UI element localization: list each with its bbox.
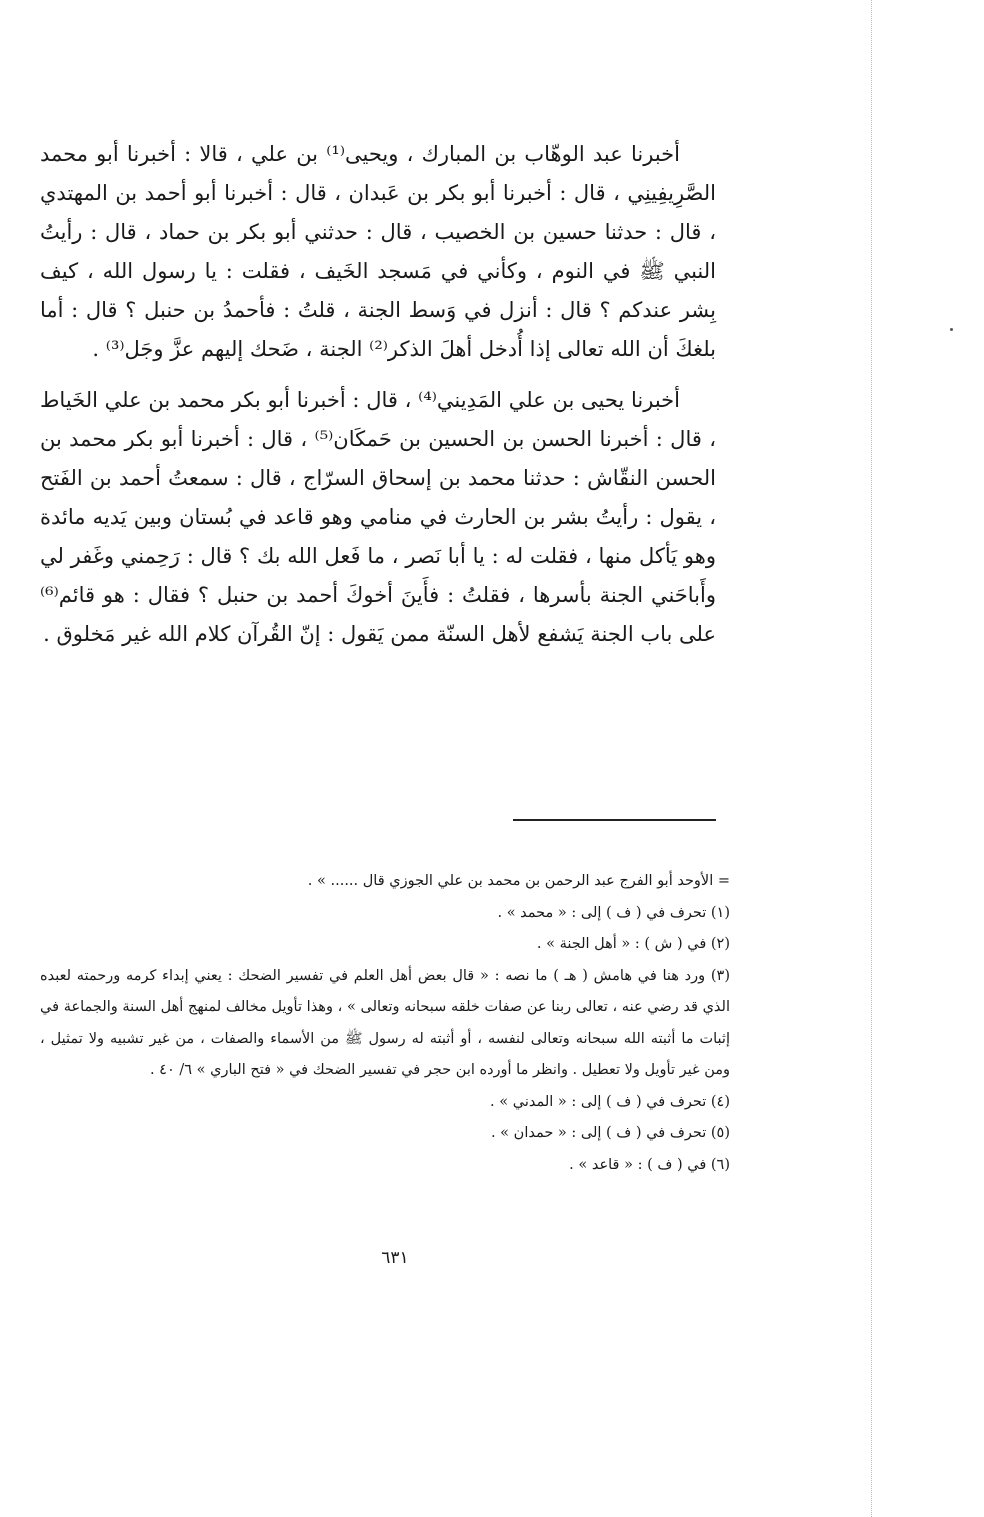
margin-dot xyxy=(950,328,953,331)
paragraph-2: أخبرنا يحيى بن علي المَدِيني⁽⁴⁾ ، قال : أخبرنا أبو بكر محمد بن علي الخَياط ، قال : أخبرنا الحسن بن الحسين بن حَمكَان⁽⁵⁾ ، قال : أخبرنا أبو بكر محمد بن الحسن النقّاش : حدثنا محمد بن إسحاق السرّاج ، قال : سمعتُ أحمد بن الفَتح ، يقول : رأيتُ بشر بن الحارث في منامي وهو قاعد في بُستان وبين يَديه مائدة وهو يَأكل منها ، فقلت له : يا أبا نَصر ، ما فَعل الله بك ؟ قال : رَحِمني وغَفر لي وأَباحَني الجنة بأسرها ، فقلتُ : فأَينَ أخوكَ أحمد بن حنبل ؟ فقال : هو قائم⁽⁶⁾ على باب الجنة يَشفع لأهل السنّة ممن يَقول : إنّ القُرآن كلام الله غير مَخلوق . xyxy=(40,388,716,646)
footnote-continuation: = الأوحد أبو الفرج عبد الرحمن بن محمد بن علي الجوزي قال ...... » . xyxy=(307,873,730,889)
footnote-4: (٤) تحرف في ( ف ) إلى : « المدني » . xyxy=(490,1093,730,1110)
page-gutter-line xyxy=(871,0,872,1517)
footnote-3: (٣) ورد هنا في هامش ( هـ ) ما نصه : « قال بعض أهل العلم في تفسير الضحك : يعني إبداء كرمه ورحمته لعبده الذي قد رضي عنه ، تعالى ربنا عن صفات خلقه سبحانه وتعالى » ، وهذا تأويل مخالف لمنهج أهل السنة والجماعة في إثبات ما أثبته الله سبحانه وتعالى لنفسه ، أو أثبته له رسول ﷺ من الأسماء والصفات ، من غير تشبيه ولا تمثيل ، ومن غير تأويل ولا تعطيل . وانظر ما أورده ابن حجر في تفسير الضحك في « فتح الباري » ٦/ ٤٠ . xyxy=(40,967,730,1078)
footnote-1: (١) تحرف في ( ف ) إلى : « محمد » . xyxy=(497,904,730,921)
page-number: ٦٣١ xyxy=(381,1248,409,1268)
footnote-6: (٦) في ( ف ) : « قاعد » . xyxy=(569,1156,730,1173)
paragraph-1: أخبرنا عبد الوهّاب بن المبارك ، ويحيى⁽¹⁾ بن علي ، قالا : أخبرنا أبو محمد الصَّرِيفِينِي ، قال : أخبرنا أبو بكر بن عَبدان ، قال : أخبرنا أبو أحمد بن المهتدي ، قال : حدثنا حسين بن الخصيب ، قال : حدثني أبو بكر بن حماد ، قال : رأيتُ النبي ﷺ في النوم ، وكأني في مَسجد الخَيف ، فقلت : يا رسول الله ، كيف بِشر عندكم ؟ قال : أنزل في وَسط الجنة ، قلتُ : فأحمدُ بن حنبل ؟ قال : أما بلغكَ أن الله تعالى إذا أُدخل أهلَ الذكر⁽²⁾ الجنة ، ضَحك إليهم عزَّ وجَل⁽³⁾ . xyxy=(40,142,716,361)
footnote-5: (٥) تحرف في ( ف ) إلى : « حمدان » . xyxy=(490,1125,730,1141)
footnote-2: (٢) في ( ش ) : « أهل الجنة » . xyxy=(536,936,730,952)
footnote-separator xyxy=(513,819,716,821)
main-text xyxy=(40,135,716,654)
footnotes xyxy=(40,866,730,1181)
